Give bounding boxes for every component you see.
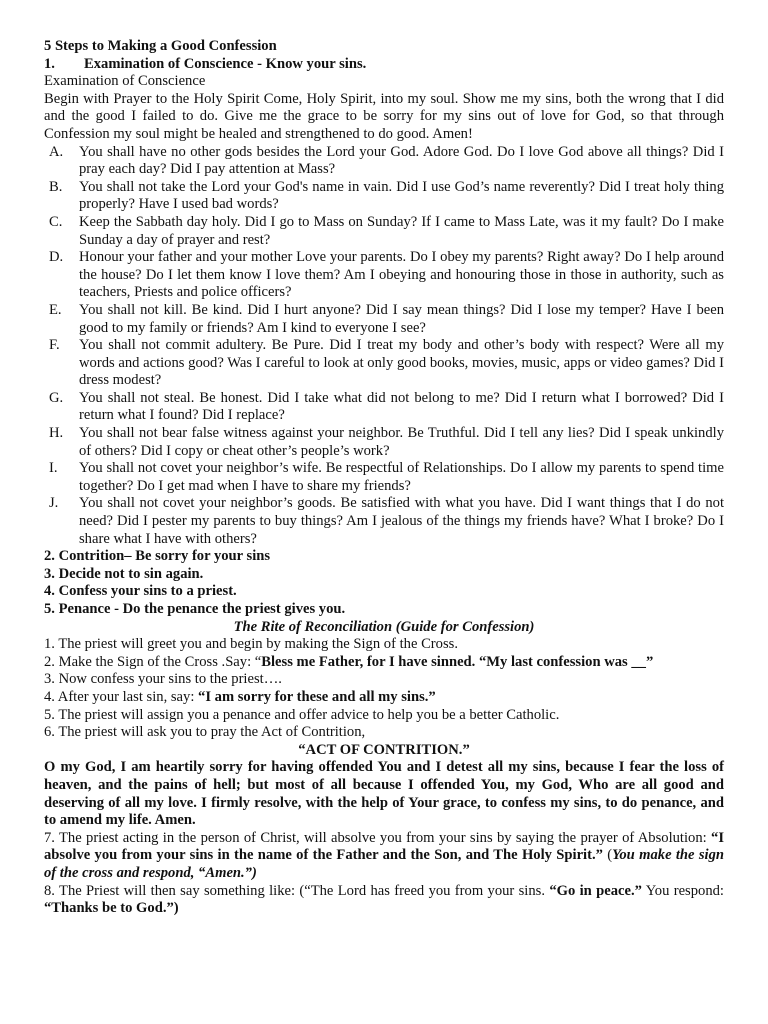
rite-step-7-instruction: 7. The priest acting in the person of Christ, will absolve you from your sins by saying the prayer of Absolution:: [44, 829, 712, 846]
document-title: 5 Steps to Making a Good Confession: [44, 38, 277, 54]
rite-step-3: 3. Now confess your sins to the priest….: [44, 671, 282, 688]
commandment-letter: B.: [49, 178, 63, 195]
commandment-list: [44, 144, 724, 549]
commandment-e: [44, 302, 724, 337]
commandment-letter: H.: [49, 425, 64, 442]
rite-step-2: [44, 654, 724, 672]
commandment-letter: G.: [49, 389, 64, 406]
commandment-b: [44, 179, 724, 214]
commandment-a: [44, 144, 724, 179]
rite-heading: The Rite of Reconciliation (Guide for Confession): [233, 618, 535, 635]
rite-step-7: [44, 830, 724, 883]
commandment-letter: D.: [49, 249, 64, 266]
thanks-be-to-god-quote: “Thanks be to God.”): [44, 900, 179, 917]
absolution-paren: (: [602, 847, 613, 864]
step-1-text: Examination of Conscience - Know your sins.: [84, 55, 367, 72]
act-of-contrition-prayer: O my God, I am heartily sorry for having offended You and I detest all my sins, because I fear the loss of heaven, and the pains of hell; but most of all because I offended You, my God, Who are all good and deserving of all my love. I firmly resolve, with the help of Your grace, to confess my sins, to do penance, and to amend my life. Amen.: [44, 759, 724, 829]
rite-step-4: [44, 689, 724, 707]
commandment-text: You shall not kill. Be kind. Did I hurt anyone? Did I say mean things? Did I lose my temper? Have I been good to my family or friends? Am I kind to everyone I see?: [79, 301, 724, 336]
commandment-letter: J.: [49, 495, 59, 512]
commandment-text: Keep the Sabbath day holy. Did I go to Mass on Sunday? If I came to Mass Late, was it my fault? Do I make Sunday a day of prayer and rest?: [79, 213, 724, 248]
rite-step-8: [44, 883, 724, 918]
commandment-g: [44, 390, 724, 425]
commandment-letter: C.: [49, 213, 63, 230]
commandment-h: [44, 425, 724, 460]
absolution-prayer: “I absolve you from your sins in the name of the Father and the Son, and The Holy Spirit.”: [44, 829, 724, 864]
commandment-letter: I.: [49, 460, 58, 477]
commandment-letter: A.: [49, 143, 64, 160]
rite-step-2-quote: Bless me Father, for I have sinned. “My last confession was __”: [261, 653, 654, 670]
absolution-response: You make the sign of the cross and respond, “Amen.”): [44, 847, 724, 881]
step-2-heading: 2. Contrition– Be sorry for your sins: [44, 548, 271, 565]
step-3-heading: 3. Decide not to sin again.: [44, 565, 204, 582]
commandment-letter: F.: [49, 337, 60, 354]
commandment-i: [44, 460, 724, 495]
rite-step-5: 5. The priest will assign you a penance and offer advice to help you be a better Catholic.: [44, 706, 560, 723]
step-5-heading: 5. Penance - Do the penance the priest gives you.: [44, 601, 346, 617]
act-of-contrition-heading: “ACT OF CONTRITION.”: [298, 741, 470, 758]
commandment-text: You shall not covet your neighbor’s goods. Be satisfied with what you have. Did I want things that I do not need? Did I pester my parents to buy things? Am I jealous of the things my friends have? What I broke? Do I share what I have with others?: [79, 495, 724, 547]
rite-step-6: 6. The priest will ask you to pray the Act of Contrition,: [44, 724, 366, 741]
commandment-d: [44, 249, 724, 302]
commandment-text: You shall not commit adultery. Be Pure. Did I treat my body and other’s body with respect? Were all my words and actions good? Was I careful to look at only good books, movies, music, apps or video games? Did I dress modest?: [79, 337, 724, 389]
rite-step-2-instruction: 2. Make the Sign of the Cross .Say: “: [44, 653, 262, 670]
holy-spirit-prayer: Begin with Prayer to the Holy Spirit Come, Holy Spirit, into my soul. Show me my sins, both the wrong that I did and the good I failed to do. Give me the grace to be sorry for my sins out of love for God, so that through Confession my soul might be healed and strengthened to do good. Amen!: [44, 90, 724, 142]
step-1-heading: [44, 56, 724, 74]
commandment-text: You shall have no other gods besides the Lord your God. Adore God. Do I love God above all things? Did I pray each day? Did I pay attention at Mass?: [79, 143, 724, 178]
document-page: [44, 38, 724, 918]
rite-step-8-respond: You respond:: [641, 882, 724, 899]
go-in-peace-quote: “Go in peace.”: [549, 882, 642, 899]
examination-heading: Examination of Conscience: [44, 73, 206, 90]
commandment-text: Honour your father and your mother Love your parents. Do I obey my parents? Right away? Do I help around the house? Do I let them know I love them? Am I obeying and honouring those in those in authority, such as teachers, Priests and police officers?: [79, 249, 724, 301]
step-1-number: 1.: [44, 55, 55, 72]
commandment-f: [44, 337, 724, 390]
step-4-heading: 4. Confess your sins to a priest.: [44, 583, 237, 600]
rite-step-4-instruction: 4. After your last sin, say:: [44, 688, 199, 705]
commandment-letter: E.: [49, 301, 62, 318]
commandment-text: You shall not steal. Be honest. Did I take what did not belong to me? Did I return what I borrowed? Did I return what I found? Did I replace?: [79, 389, 724, 424]
commandment-j: [44, 495, 724, 548]
rite-step-8-instruction: 8. The Priest will then say something like: (“The Lord has freed you from your sins.: [44, 882, 550, 899]
commandment-text: You shall not bear false witness against your neighbor. Be Truthful. Did I tell any lies? Did I speak unkindly of others? Did I copy or cheat other’s people’s work?: [79, 425, 724, 459]
rite-step-1: 1. The priest will greet you and begin by making the Sign of the Cross.: [44, 636, 458, 653]
rite-step-4-quote: “I am sorry for these and all my sins.”: [198, 688, 436, 705]
commandment-c: [44, 214, 724, 249]
commandment-text: You shall not take the Lord your God's name in vain. Did I use God’s name reverently? Did I treat holy thing properly? Have I used bad words?: [79, 178, 724, 213]
commandment-text: You shall not covet your neighbor’s wife. Be respectful of Relationships. Do I allow my parents to spend time together? Do I get mad when I have to share my friends?: [79, 460, 724, 494]
